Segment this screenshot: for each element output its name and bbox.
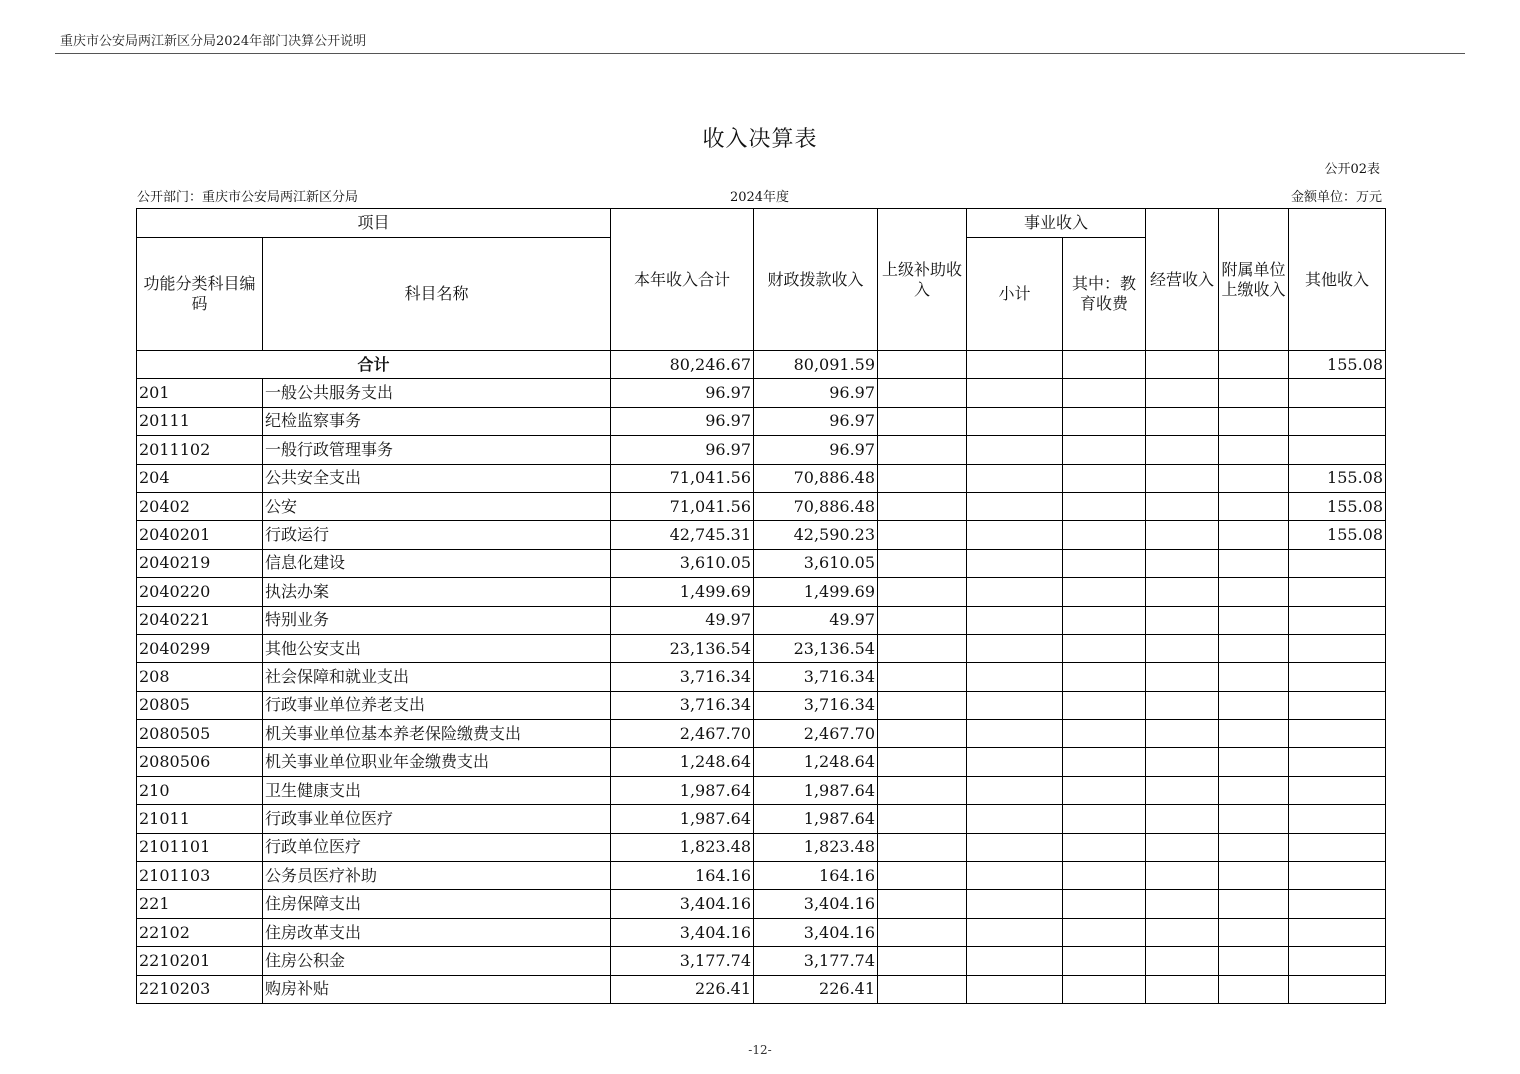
table-row [137, 890, 1386, 918]
header-total-income: 本年收入合计 [611, 209, 754, 351]
code-cell: 221 [137, 890, 263, 918]
table-row [137, 663, 1386, 691]
superior-subsidy-cell [878, 975, 967, 1003]
career-edu-cell [1063, 578, 1146, 606]
subject-name-cell: 机关事业单位基本养老保险缴费支出 [263, 720, 611, 748]
affiliate-income-cell [1219, 862, 1289, 890]
business-income-cell [1146, 436, 1219, 464]
other-income-cell: 155.08 [1289, 464, 1386, 492]
career-subtotal-cell [967, 947, 1063, 975]
fiscal-income-cell: 42,590.23 [754, 521, 878, 549]
superior-subsidy-cell [878, 464, 967, 492]
table-row [137, 379, 1386, 407]
fiscal-income-cell: 70,886.48 [754, 492, 878, 520]
total-label: 合计 [137, 351, 611, 379]
total-income-cell: 1,823.48 [611, 833, 754, 861]
subject-name-cell: 行政单位医疗 [263, 833, 611, 861]
header-career-income: 事业收入 [967, 209, 1146, 238]
total-income-cell: 226.41 [611, 975, 754, 1003]
career-edu-cell [1063, 492, 1146, 520]
other-income-cell [1289, 634, 1386, 662]
other-income-cell [1289, 691, 1386, 719]
subject-name-cell: 机关事业单位职业年金缴费支出 [263, 748, 611, 776]
income-settlement-table [136, 208, 1386, 1004]
affiliate-income-cell [1219, 436, 1289, 464]
subject-name-cell: 社会保障和就业支出 [263, 663, 611, 691]
superior-subsidy-cell [878, 890, 967, 918]
fiscal-income-cell: 226.41 [754, 975, 878, 1003]
table-row [137, 492, 1386, 520]
table-row [137, 691, 1386, 719]
fiscal-income-cell: 49.97 [754, 606, 878, 634]
header-other-income: 其他收入 [1289, 209, 1386, 351]
fiscal-income-cell: 23,136.54 [754, 634, 878, 662]
code-cell: 2040219 [137, 549, 263, 577]
total-income-cell: 3,716.34 [611, 691, 754, 719]
affiliate-income-cell [1219, 407, 1289, 435]
business-income-cell [1146, 947, 1219, 975]
fiscal-income-cell: 164.16 [754, 862, 878, 890]
subject-name-cell: 信息化建设 [263, 549, 611, 577]
code-cell: 210 [137, 776, 263, 804]
career-subtotal-cell [967, 748, 1063, 776]
career-edu-cell [1063, 379, 1146, 407]
subject-name-cell: 特别业务 [263, 606, 611, 634]
affiliate-income-cell [1219, 975, 1289, 1003]
affiliate-income-cell [1219, 379, 1289, 407]
code-cell: 20402 [137, 492, 263, 520]
total-income-cell: 3,404.16 [611, 890, 754, 918]
table-row [137, 748, 1386, 776]
table-body [137, 351, 1386, 1004]
career-edu-cell [1063, 833, 1146, 861]
career-subtotal-cell [967, 776, 1063, 804]
total-income-cell: 49.97 [611, 606, 754, 634]
superior-subsidy-cell [878, 720, 967, 748]
career-edu-cell [1063, 407, 1146, 435]
table-row [137, 862, 1386, 890]
header-affiliate-income: 附属单位上缴收入 [1219, 209, 1289, 351]
fiscal-income-cell: 1,248.64 [754, 748, 878, 776]
header-superior-subsidy: 上级补助收入 [878, 209, 967, 351]
table-row [137, 407, 1386, 435]
code-cell: 204 [137, 464, 263, 492]
affiliate-income-cell [1219, 720, 1289, 748]
affiliate-income-cell [1219, 890, 1289, 918]
career-edu-cell [1063, 549, 1146, 577]
career-edu-cell [1063, 634, 1146, 662]
fiscal-income-cell: 1,499.69 [754, 578, 878, 606]
total-income-cell: 71,041.56 [611, 464, 754, 492]
amount-unit-label: 金额单位：万元 [1290, 190, 1382, 205]
other-income-cell [1289, 947, 1386, 975]
total-income-cell: 164.16 [611, 862, 754, 890]
affiliate-income-cell [1219, 606, 1289, 634]
total-income-cell: 3,716.34 [611, 663, 754, 691]
code-cell: 2080506 [137, 748, 263, 776]
career-edu-cell [1063, 748, 1146, 776]
superior-subsidy-cell [878, 549, 967, 577]
business-income-cell [1146, 549, 1219, 577]
total-income-cell: 1,987.64 [611, 805, 754, 833]
superior-subsidy-cell [878, 634, 967, 662]
career-subtotal-cell [967, 890, 1063, 918]
other-income-cell: 155.08 [1289, 492, 1386, 520]
subject-name-cell: 执法办案 [263, 578, 611, 606]
career-subtotal-cell [967, 805, 1063, 833]
superior-subsidy-cell [878, 805, 967, 833]
career-subtotal-cell [967, 663, 1063, 691]
career-edu-cell [1063, 464, 1146, 492]
header-career-subtotal: 小计 [967, 238, 1063, 351]
career-subtotal-cell [967, 862, 1063, 890]
business-income-cell [1146, 720, 1219, 748]
fiscal-income-cell: 3,404.16 [754, 918, 878, 946]
career-subtotal-cell [967, 918, 1063, 946]
report-title: 收入决算表 [702, 127, 818, 152]
total-income-cell: 2,467.70 [611, 720, 754, 748]
code-cell: 2210203 [137, 975, 263, 1003]
business-income-cell [1146, 521, 1219, 549]
affiliate-income-cell [1219, 748, 1289, 776]
affiliate-income-cell [1219, 833, 1289, 861]
career-subtotal-cell [967, 691, 1063, 719]
business-income-cell [1146, 975, 1219, 1003]
total-income-cell: 71,041.56 [611, 492, 754, 520]
total-income-cell: 80,246.67 [611, 351, 754, 379]
table-row [137, 549, 1386, 577]
table-row [137, 833, 1386, 861]
business-income-cell [1146, 634, 1219, 662]
table-row [137, 805, 1386, 833]
superior-subsidy-cell [878, 578, 967, 606]
code-cell: 20805 [137, 691, 263, 719]
career-edu-cell [1063, 663, 1146, 691]
other-income-cell [1289, 578, 1386, 606]
affiliate-income-cell [1219, 549, 1289, 577]
superior-subsidy-cell [878, 436, 967, 464]
code-cell: 2080505 [137, 720, 263, 748]
total-income-cell: 1,987.64 [611, 776, 754, 804]
code-cell: 2040299 [137, 634, 263, 662]
document-header-title: 重庆市公安局两江新区分局2024年部门决算公开说明 [60, 34, 367, 49]
superior-subsidy-cell [878, 379, 967, 407]
fiscal-income-cell: 2,467.70 [754, 720, 878, 748]
career-subtotal-cell [967, 436, 1063, 464]
other-income-cell [1289, 975, 1386, 1003]
form-number: 公开02表 [1324, 162, 1380, 177]
subject-name-cell: 其他公安支出 [263, 634, 611, 662]
total-business-cell [1146, 351, 1219, 379]
business-income-cell [1146, 691, 1219, 719]
career-subtotal-cell [967, 606, 1063, 634]
header-business-income: 经营收入 [1146, 209, 1219, 351]
code-cell: 21011 [137, 805, 263, 833]
affiliate-income-cell [1219, 634, 1289, 662]
table-row [137, 521, 1386, 549]
affiliate-income-cell [1219, 947, 1289, 975]
fiscal-income-cell: 96.97 [754, 407, 878, 435]
career-edu-cell [1063, 862, 1146, 890]
other-income-cell [1289, 833, 1386, 861]
other-income-cell [1289, 663, 1386, 691]
table-row [137, 464, 1386, 492]
subject-name-cell: 公务员医疗补助 [263, 862, 611, 890]
subject-name-cell: 公共安全支出 [263, 464, 611, 492]
business-income-cell [1146, 862, 1219, 890]
fiscal-income-cell: 1,823.48 [754, 833, 878, 861]
other-income-cell [1289, 407, 1386, 435]
superior-subsidy-cell [878, 776, 967, 804]
total-fiscal-cell: 80,091.59 [754, 351, 878, 379]
business-income-cell [1146, 833, 1219, 861]
table-row [137, 776, 1386, 804]
business-income-cell [1146, 776, 1219, 804]
table-row [137, 436, 1386, 464]
subject-name-cell: 行政事业单位养老支出 [263, 691, 611, 719]
total-income-cell: 42,745.31 [611, 521, 754, 549]
career-edu-cell [1063, 975, 1146, 1003]
other-income-cell [1289, 606, 1386, 634]
superior-subsidy-cell [878, 862, 967, 890]
total-income-cell: 1,248.64 [611, 748, 754, 776]
other-income-cell [1289, 890, 1386, 918]
career-subtotal-cell [967, 975, 1063, 1003]
superior-subsidy-cell [878, 918, 967, 946]
subject-name-cell: 住房改革支出 [263, 918, 611, 946]
subject-name-cell: 一般行政管理事务 [263, 436, 611, 464]
other-income-cell [1289, 748, 1386, 776]
career-subtotal-cell [967, 833, 1063, 861]
code-cell: 2101101 [137, 833, 263, 861]
header-career-education-fee: 其中：教育收费 [1063, 238, 1146, 351]
total-income-cell: 23,136.54 [611, 634, 754, 662]
affiliate-income-cell [1219, 691, 1289, 719]
affiliate-income-cell [1219, 521, 1289, 549]
business-income-cell [1146, 748, 1219, 776]
total-career-edu-cell [1063, 351, 1146, 379]
total-other-cell: 155.08 [1289, 351, 1386, 379]
header-function-code: 功能分类科目编码 [137, 238, 263, 351]
other-income-cell [1289, 549, 1386, 577]
other-income-cell [1289, 379, 1386, 407]
subject-name-cell: 卫生健康支出 [263, 776, 611, 804]
career-subtotal-cell [967, 379, 1063, 407]
header-subject-name: 科目名称 [263, 238, 611, 351]
career-edu-cell [1063, 918, 1146, 946]
code-cell: 2011102 [137, 436, 263, 464]
career-subtotal-cell [967, 549, 1063, 577]
page-number: -12- [748, 1043, 772, 1057]
fiscal-income-cell: 3,177.74 [754, 947, 878, 975]
total-income-cell: 3,177.74 [611, 947, 754, 975]
fiscal-income-cell: 1,987.64 [754, 805, 878, 833]
fiscal-income-cell: 96.97 [754, 379, 878, 407]
code-cell: 2040201 [137, 521, 263, 549]
superior-subsidy-cell [878, 521, 967, 549]
total-income-cell: 1,499.69 [611, 578, 754, 606]
table-row [137, 947, 1386, 975]
code-cell: 2101103 [137, 862, 263, 890]
career-edu-cell [1063, 691, 1146, 719]
table-row [137, 918, 1386, 946]
code-cell: 2040220 [137, 578, 263, 606]
total-affiliate-cell [1219, 351, 1289, 379]
affiliate-income-cell [1219, 805, 1289, 833]
affiliate-income-cell [1219, 918, 1289, 946]
business-income-cell [1146, 379, 1219, 407]
career-edu-cell [1063, 606, 1146, 634]
career-edu-cell [1063, 521, 1146, 549]
superior-subsidy-cell [878, 833, 967, 861]
other-income-cell [1289, 918, 1386, 946]
total-row [137, 351, 1386, 379]
superior-subsidy-cell [878, 663, 967, 691]
other-income-cell: 155.08 [1289, 521, 1386, 549]
total-career-subtotal-cell [967, 351, 1063, 379]
business-income-cell [1146, 606, 1219, 634]
career-edu-cell [1063, 805, 1146, 833]
business-income-cell [1146, 918, 1219, 946]
career-subtotal-cell [967, 578, 1063, 606]
career-edu-cell [1063, 436, 1146, 464]
fiscal-income-cell: 3,716.34 [754, 691, 878, 719]
business-income-cell [1146, 890, 1219, 918]
fiscal-year-label: 2024年度 [729, 190, 790, 205]
affiliate-income-cell [1219, 663, 1289, 691]
career-edu-cell [1063, 720, 1146, 748]
career-edu-cell [1063, 947, 1146, 975]
affiliate-income-cell [1219, 464, 1289, 492]
total-income-cell: 3,404.16 [611, 918, 754, 946]
subject-name-cell: 纪检监察事务 [263, 407, 611, 435]
fiscal-income-cell: 70,886.48 [754, 464, 878, 492]
table-row [137, 720, 1386, 748]
table-row [137, 606, 1386, 634]
superior-subsidy-cell [878, 691, 967, 719]
other-income-cell [1289, 436, 1386, 464]
code-cell: 20111 [137, 407, 263, 435]
subject-name-cell: 住房公积金 [263, 947, 611, 975]
other-income-cell [1289, 805, 1386, 833]
career-subtotal-cell [967, 407, 1063, 435]
business-income-cell [1146, 407, 1219, 435]
subject-name-cell: 一般公共服务支出 [263, 379, 611, 407]
code-cell: 22102 [137, 918, 263, 946]
fiscal-income-cell: 96.97 [754, 436, 878, 464]
other-income-cell [1289, 776, 1386, 804]
fiscal-income-cell: 3,610.05 [754, 549, 878, 577]
fiscal-income-cell: 3,404.16 [754, 890, 878, 918]
superior-subsidy-cell [878, 407, 967, 435]
table-row [137, 578, 1386, 606]
business-income-cell [1146, 578, 1219, 606]
table-row [137, 975, 1386, 1003]
affiliate-income-cell [1219, 776, 1289, 804]
total-income-cell: 96.97 [611, 436, 754, 464]
total-income-cell: 96.97 [611, 379, 754, 407]
career-edu-cell [1063, 776, 1146, 804]
department-label: 公开部门：重庆市公安局两江新区分局 [137, 190, 359, 205]
business-income-cell [1146, 805, 1219, 833]
subject-name-cell: 住房保障支出 [263, 890, 611, 918]
subject-name-cell: 购房补贴 [263, 975, 611, 1003]
career-subtotal-cell [967, 521, 1063, 549]
fiscal-income-cell: 1,987.64 [754, 776, 878, 804]
career-edu-cell [1063, 890, 1146, 918]
table-row [137, 634, 1386, 662]
career-subtotal-cell [967, 720, 1063, 748]
career-subtotal-cell [967, 464, 1063, 492]
subject-name-cell: 行政事业单位医疗 [263, 805, 611, 833]
superior-subsidy-cell [878, 947, 967, 975]
subject-name-cell: 公安 [263, 492, 611, 520]
other-income-cell [1289, 862, 1386, 890]
affiliate-income-cell [1219, 578, 1289, 606]
fiscal-income-cell: 3,716.34 [754, 663, 878, 691]
code-cell: 2210201 [137, 947, 263, 975]
affiliate-income-cell [1219, 492, 1289, 520]
business-income-cell [1146, 663, 1219, 691]
header-row-1 [137, 209, 1386, 238]
header-item: 项目 [137, 209, 611, 238]
business-income-cell [1146, 492, 1219, 520]
total-income-cell: 96.97 [611, 407, 754, 435]
code-cell: 2040221 [137, 606, 263, 634]
subject-name-cell: 行政运行 [263, 521, 611, 549]
superior-subsidy-cell [878, 748, 967, 776]
total-income-cell: 3,610.05 [611, 549, 754, 577]
header-fiscal-income: 财政拨款收入 [754, 209, 878, 351]
code-cell: 208 [137, 663, 263, 691]
business-income-cell [1146, 464, 1219, 492]
superior-subsidy-cell [878, 492, 967, 520]
other-income-cell [1289, 720, 1386, 748]
career-subtotal-cell [967, 492, 1063, 520]
total-superior-cell [878, 351, 967, 379]
header-divider [55, 53, 1465, 54]
code-cell: 201 [137, 379, 263, 407]
superior-subsidy-cell [878, 606, 967, 634]
career-subtotal-cell [967, 634, 1063, 662]
